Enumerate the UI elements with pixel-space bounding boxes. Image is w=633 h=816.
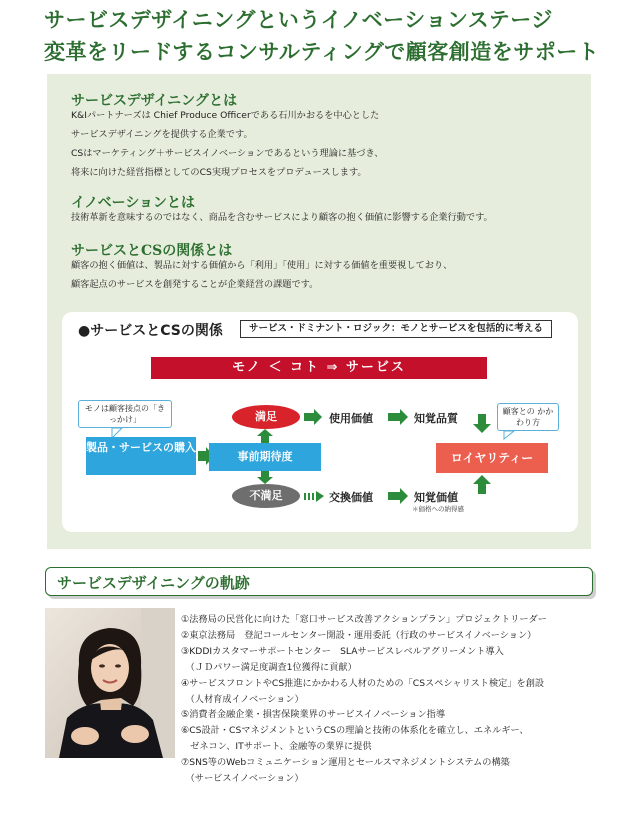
oval-satisfied: 満足	[232, 405, 300, 429]
section-title-service-designing: サービスデザイニングとは	[71, 93, 238, 109]
list-item: ①法務局の民営化に向けた「窓口サービス改善アクションプラン」プロジェクトリーダー	[181, 614, 547, 625]
list-item: （人材育成イノベーション）	[181, 693, 304, 705]
body-line: 技術革新を意味するのではなく、商品を含むサービスにより顧客の抱く価値に影響する企業行動です。	[71, 212, 493, 223]
history-list	[181, 612, 547, 787]
label-perceived-value: 知覚価値	[414, 491, 458, 504]
label-perceived-quality: 知覚品質	[414, 412, 458, 425]
arrow-up-satisfied-icon	[257, 429, 273, 443]
box-purchase: 製品・サービスの購入	[86, 437, 196, 475]
body-line: 将来に向けた経営指標としてのCS実現プロセスをプロデュースします。	[71, 167, 367, 178]
list-item: ⑦SNS等のWebコミュニケーション運用とセールスマネジメントシステムの構築	[181, 757, 510, 769]
portrait-photo	[45, 608, 175, 758]
body-line: CSはマーケティング＋サービスイノベーションであるという理論に基づき、	[71, 148, 384, 159]
diagram-title: ●サービスとCSの関係	[78, 323, 223, 339]
label-exchange-value: 交換価値	[329, 491, 373, 504]
diagram-subtitle: サービス・ドミナント・ロジック：モノとサービスを包括的に考える	[240, 320, 552, 338]
section-title-innovation: イノベーションとは	[71, 195, 196, 211]
arrow-to-use-value-icon	[304, 409, 322, 425]
arrow-down-unsatisfied-icon	[257, 471, 273, 484]
arrow-up-loyalty-icon	[473, 475, 491, 494]
list-item: ⑥CS設計・CSマネジメントというCSの理論と技術の体系化を確立し、エネルギー、	[181, 725, 529, 737]
body-line: K&Iパートナーズは Chief Produce Officerである石川かおるを中心とした	[71, 110, 380, 121]
callout-pointer-right	[504, 431, 514, 439]
list-item: （サービスイノベーション）	[181, 773, 304, 785]
arrow-to-perceived-value-icon	[388, 488, 408, 504]
arrow-dotted-to-exchange-value-icon	[304, 491, 324, 502]
arrow-down-loyalty-icon	[473, 414, 491, 433]
headline-line-2: 変革をリードするコンサルティングで顧客創造をサポート	[44, 39, 600, 64]
body-line: サービスデザイニングを提供する企業です。	[71, 129, 253, 140]
list-item: （ＪＤパワー満足度調査1位獲得に貢献）	[181, 661, 357, 673]
box-expectation: 事前期待度	[209, 443, 321, 471]
price-note: ＊価格への納得感	[412, 505, 464, 513]
oval-unsatisfied: 不満足	[232, 484, 300, 508]
diagram-banner: モノ ＜ コト ⇒ サービス	[151, 357, 487, 379]
list-item: ③KDDIカスタマーサポートセンター SLAサービスレベルアグリーメント導入	[181, 645, 504, 657]
history-title: サービスデザイニングの軌跡	[57, 574, 250, 592]
headline-line-1: サービスデザイニングというイノベーションステージ	[44, 7, 553, 32]
label-use-value: 使用価値	[329, 412, 373, 425]
list-item: ④サービスフロントやCS推進にかかわる人材のための「CSスペシャリスト検定」を創設	[181, 677, 545, 689]
body-line: 顧客起点のサービスを創発することが企業経営の課題です。	[71, 279, 319, 290]
callout-note-left: モノは顧客接点の「きっかけ」	[78, 400, 172, 428]
list-item: ②東京法務局 登記コールセンター開設・運用委託（行政のサービスイノベーション）	[181, 629, 537, 641]
box-loyalty: ロイヤリティー	[436, 443, 548, 473]
list-item: ⑤消費者金融企業・損害保険業界のサービスイノベーション指導	[181, 709, 446, 721]
callout-note-right: 顧客との かかわり方	[497, 403, 559, 431]
section-title-service-cs: サービスとCSの関係とは	[71, 243, 233, 259]
body-line: 顧客の抱く価値は、製品に対する価値から「利用」「使用」に対する価値を重要視しており、	[71, 260, 453, 271]
list-item: ゼネコン、ITサポート、金融等の業界に提供	[181, 741, 372, 753]
arrow-to-perceived-quality-icon	[388, 409, 408, 425]
